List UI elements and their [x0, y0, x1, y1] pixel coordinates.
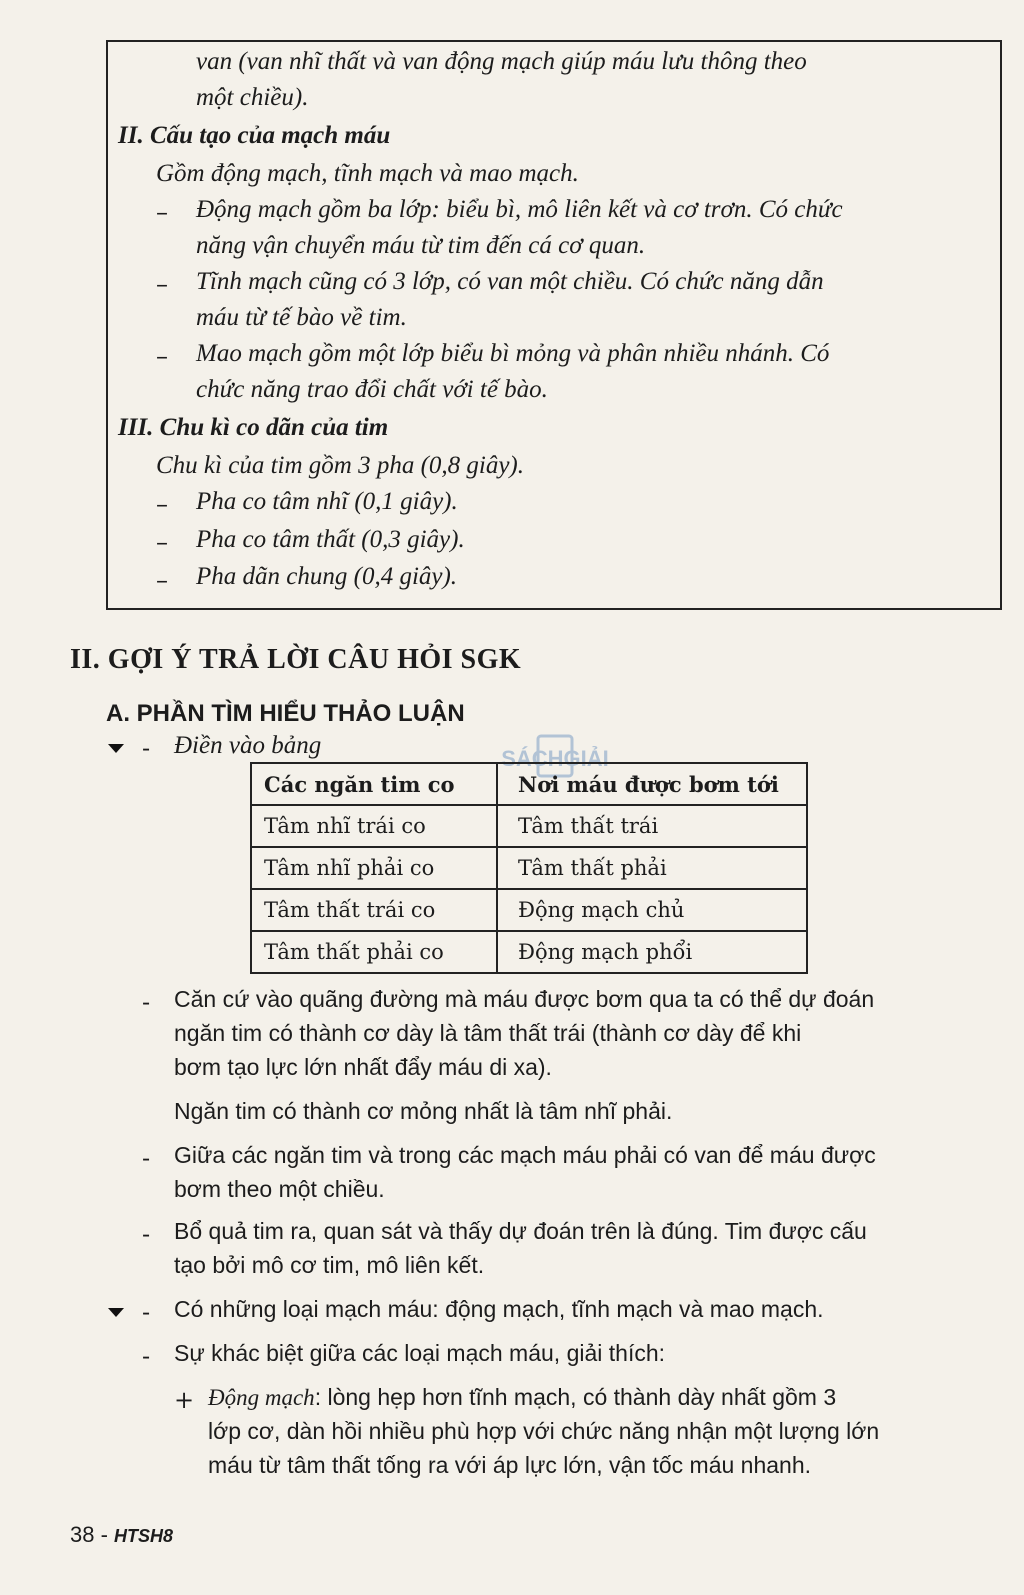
- dash-bullet: -: [142, 1144, 151, 1172]
- paragraph-line: Bổ quả tim ra, quan sát và thấy dự đoán trên là đúng. Tim được cấu: [174, 1218, 867, 1244]
- list-item-line: Pha dãn chung (0,4 giây).: [196, 563, 458, 590]
- list-item-line: máu từ tế bào về tim.: [196, 304, 407, 331]
- section-intro: Gồm động mạch, tĩnh mạch và mao mạch.: [156, 160, 579, 187]
- page-number: 38 -: [70, 1522, 108, 1547]
- dash-bullet: -: [142, 988, 151, 1016]
- list-item-line: Động mạch gồm ba lớp: biểu bì, mô liên kết và cơ trơn. Có chức: [196, 196, 843, 223]
- list-item-line: Tĩnh mạch cũng có 3 lớp, có van một chiều. Có chức năng dẫn: [196, 268, 824, 295]
- dash-bullet: –: [156, 528, 168, 556]
- table-header-cell: Các ngăn tim co: [251, 763, 497, 805]
- page-footer: [70, 1522, 173, 1548]
- triangle-down-icon: [108, 744, 124, 753]
- dash-bullet: -: [142, 1220, 151, 1248]
- heart-chamber-table: [250, 762, 808, 974]
- section-title: III. Chu kì co dãn của tim: [118, 414, 389, 441]
- paragraph-line: tạo bởi mô cơ tim, mô liên kết.: [174, 1252, 485, 1278]
- paragraph-text: : lòng hẹp hơn tĩnh mạch, có thành dày nhất gồm 3: [314, 1384, 837, 1410]
- box-continuation-line: một chiều).: [196, 84, 309, 111]
- paragraph-line: [208, 1384, 836, 1411]
- section-title: II. Cấu tạo của mạch máu: [118, 122, 391, 149]
- table-cell: Động mạch chủ: [497, 889, 807, 931]
- section-intro: Chu kì của tim gồm 3 pha (0,8 giây).: [156, 452, 525, 479]
- term-artery: Động mạch: [208, 1385, 315, 1410]
- paragraph-line: lớp cơ, dàn hồi nhiều phù hợp với chức năng nhận một lượng lớn: [208, 1418, 880, 1444]
- table-row: [251, 847, 807, 889]
- table-header-row: [251, 763, 807, 805]
- book-code: HTSH8: [114, 1526, 174, 1546]
- watermark-text: SÁCHGIẢI: [501, 746, 609, 771]
- paragraph-line: máu từ tâm thất tống ra với áp lực lớn, vận tốc máu nhanh.: [208, 1452, 812, 1478]
- paragraph-line: Giữa các ngăn tim và trong các mạch máu phải có van để máu được: [174, 1142, 876, 1168]
- list-item-line: Mao mạch gồm một lớp biểu bì mỏng và phân nhiều nhánh. Có: [196, 340, 830, 367]
- table-cell: Tâm nhĩ phải co: [251, 847, 497, 889]
- subsection-heading: A. PHẦN TÌM HIỂU THẢO LUẬN: [106, 700, 465, 727]
- paragraph-line: Căn cứ vào quãng đường mà máu được bơm qua ta có thể dự đoán: [174, 986, 875, 1012]
- table-cell: Tâm thất phải: [497, 847, 807, 889]
- table-row: [251, 931, 807, 973]
- table-row: [251, 805, 807, 847]
- list-item-line: Pha co tâm thất (0,3 giây).: [196, 526, 465, 553]
- table-cell: Động mạch phổi: [497, 931, 807, 973]
- section-heading: II. GỢI Ý TRẢ LỜI CÂU HỎI SGK: [70, 644, 522, 675]
- dash-bullet: –: [156, 490, 168, 518]
- table-cell: Tâm thất trái co: [251, 889, 497, 931]
- dash-bullet: -: [142, 1342, 151, 1370]
- triangle-down-icon: [108, 1308, 124, 1317]
- dash-bullet: –: [156, 566, 168, 594]
- paragraph-line: bơm tạo lực lớn nhất đẩy máu di xa).: [174, 1054, 552, 1080]
- box-continuation-line: van (van nhĩ thất và van động mạch giúp máu lưu thông theo: [196, 48, 807, 75]
- list-item-line: chức năng trao đổi chất với tế bào.: [196, 376, 548, 403]
- dash-bullet: –: [156, 342, 168, 370]
- list-item-line: Pha co tâm nhĩ (0,1 giây).: [196, 488, 458, 515]
- plus-bullet: +: [174, 1386, 195, 1414]
- paragraph-line: Ngăn tim có thành cơ mỏng nhất là tâm nhĩ phải.: [174, 1098, 673, 1124]
- dash-bullet: –: [156, 198, 168, 226]
- paragraph-line: Sự khác biệt giữa các loại mạch máu, giải thích:: [174, 1340, 666, 1366]
- paragraph-line: Có những loại mạch máu: động mạch, tĩnh mạch và mao mạch.: [174, 1296, 824, 1322]
- fill-table-label: Điền vào bảng: [174, 732, 322, 759]
- dash-bullet: -: [142, 1298, 151, 1326]
- paragraph-line: bơm theo một chiều.: [174, 1176, 385, 1202]
- dash-bullet: -: [142, 734, 151, 762]
- dash-bullet: –: [156, 270, 168, 298]
- table-cell: Tâm thất phải co: [251, 931, 497, 973]
- paragraph-line: ngăn tim có thành cơ dày là tâm thất trái (thành cơ dày để khi: [174, 1020, 802, 1046]
- table-cell: Tâm nhĩ trái co: [251, 805, 497, 847]
- table-cell: Tâm thất trái: [497, 805, 807, 847]
- table-header-cell: Nơi máu được bơm tới: [497, 763, 807, 805]
- table-row: [251, 889, 807, 931]
- list-item-line: năng vận chuyển máu từ tim đến cá cơ quan.: [196, 232, 646, 259]
